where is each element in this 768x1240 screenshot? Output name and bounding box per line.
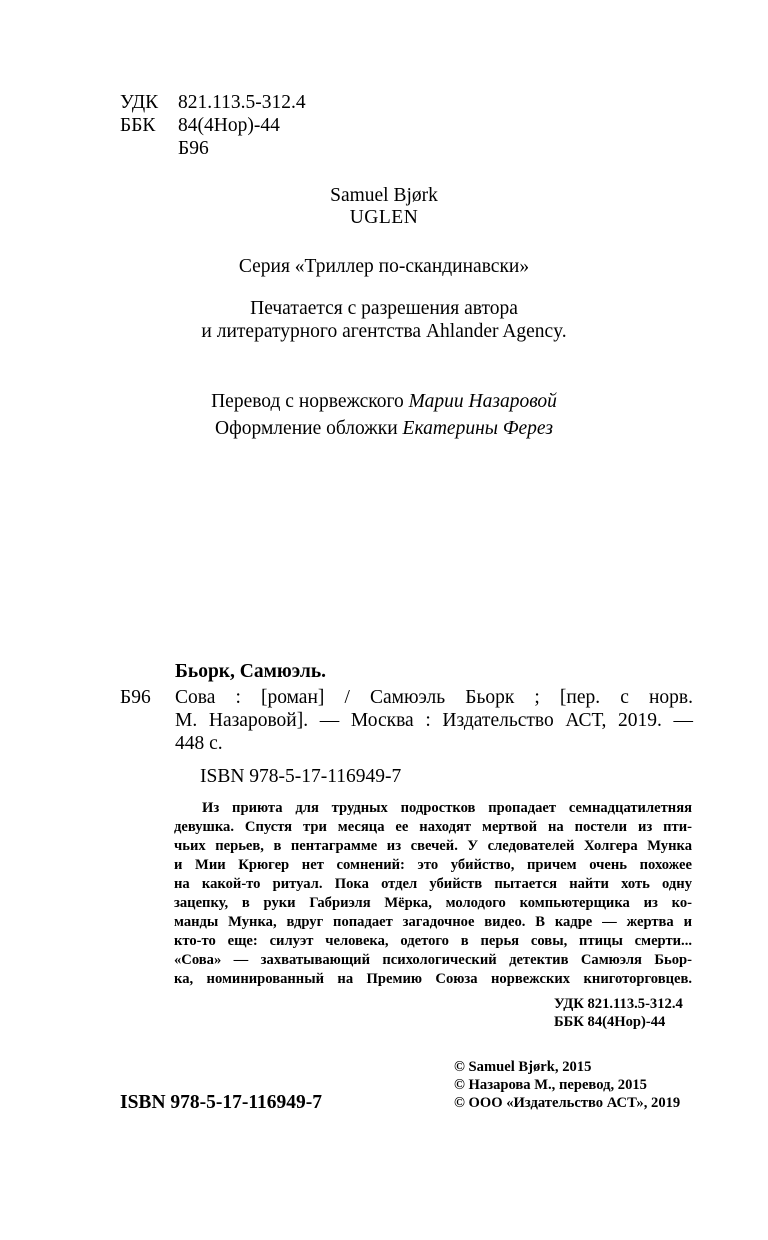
copyright-line-1: © Назарова М., перевод, 2015 [454, 1077, 647, 1093]
annotation-line-6: манды Мунка, вдруг попадает загадочное видео. В кадре — жертва и [174, 914, 692, 930]
original-author: Samuel Bjørk [330, 185, 438, 206]
annotation-line-1: девушка. Спустя три месяца ее находят мертвой на постели из пти- [174, 819, 692, 835]
catalog-mark: Б96 [120, 687, 151, 708]
annotation-line-7: кто-то еще: силуэт человека, одетого в перья совы, птицы смерти... [174, 933, 692, 949]
series-line: Серия «Триллер по-скандинавски» [238, 256, 530, 277]
udk-label: УДК [120, 92, 159, 113]
annotation-line-4: на какой-то ритуал. Пока отдел убийств пытается найти хоть одну [174, 876, 692, 892]
bbk-value: 84(4Нор)-44 [178, 115, 280, 136]
catalog-line-3: 448 с. [175, 733, 223, 754]
permission-line-1: Печатается с разрешения автора [250, 298, 518, 319]
udk-value: 821.113.5-312.4 [178, 92, 306, 113]
translation-prefix: Перевод с норвежского [211, 391, 404, 412]
annotation-line-8: «Сова» — захватывающий психологический детектив Самюэля Бьор- [174, 952, 692, 968]
cover-credit [0, 418, 768, 440]
annotation-line-3: и Мии Крюгер нет сомнений: это убийство, причем очень похожее [174, 857, 692, 873]
permission-line-2: и литературного агентства Ahlander Agency. [201, 321, 567, 342]
annotation-line-0: Из приюта для трудных подростков пропадает семнадцатилетняя [202, 800, 692, 816]
annotation-line-5: зацепку, в руки Габриэля Мёрка, молодого компьютерщика из ко- [174, 895, 692, 911]
annotation-line-2: чьих перьев, в пентаграмме из свечей. У следователей Холгера Мунка [174, 838, 692, 854]
catalog-isbn: ISBN 978-5-17-116949-7 [200, 766, 402, 787]
bbk-line [120, 115, 280, 137]
catalog-line-2: М. Назаровой]. — Москва : Издательство АСТ, 2019. — [175, 710, 693, 731]
author-mark: Б96 [178, 138, 209, 159]
translation-credit [0, 391, 768, 413]
translator-name: Марии Назаровой [408, 391, 557, 412]
cover-designer-name: Екатерины Ферез [402, 418, 553, 439]
catalog-line-1: Сова : [роман] / Самюэль Бьорк ; [пер. с норв. [175, 687, 693, 708]
annotation-line-9: ка, номинированный на Премию Союза норвежских книготорговцев. [174, 971, 692, 987]
catalog-heading: Бьорк, Самюэль. [175, 661, 327, 682]
cover-prefix: Оформление обложки [215, 418, 398, 439]
copyright-line-0: © Samuel Bjørk, 2015 [454, 1059, 592, 1075]
copyright-line-2: © ООО «Издательство АСТ», 2019 [454, 1095, 681, 1111]
udk-line [120, 92, 306, 114]
bbk-label: ББК [120, 115, 156, 136]
original-title: UGLEN [349, 207, 419, 228]
bottom-udk: УДК 821.113.5-312.4 [554, 996, 683, 1012]
footer-isbn: ISBN 978-5-17-116949-7 [120, 1092, 323, 1113]
bottom-bbk: ББК 84(4Нор)-44 [554, 1014, 666, 1030]
